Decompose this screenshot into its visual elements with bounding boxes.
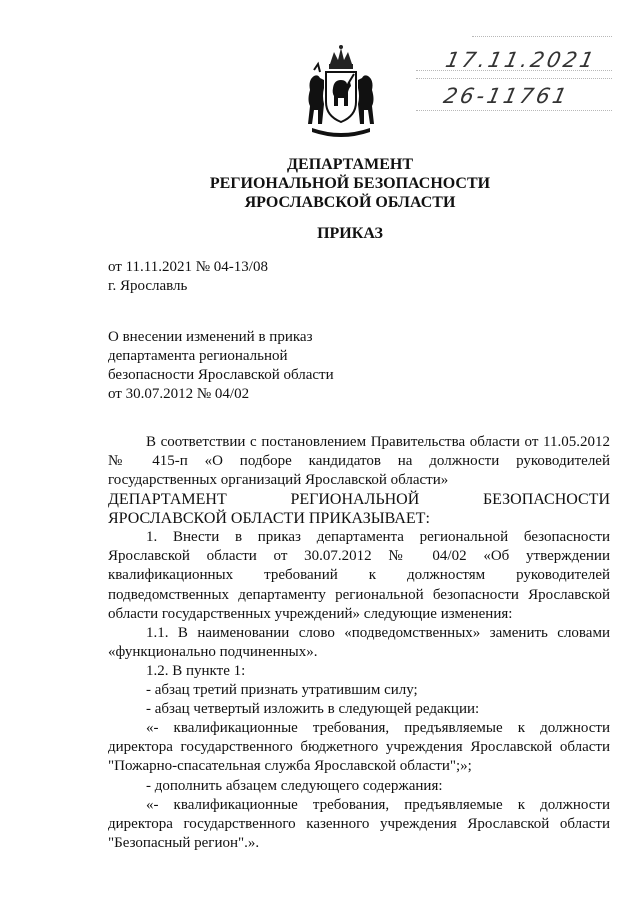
bullet-paragraph: - дополнить абзацем следующего содержания: [146, 777, 443, 794]
subject-line: от 30.07.2012 № 04/02 [108, 386, 250, 402]
document-type-title: ПРИКАЗ [317, 225, 383, 242]
subject-line: безопасности Ярославской области [108, 367, 334, 383]
order-meta [108, 258, 268, 296]
quoted-paragraph: «- квалификационные требования, предъявляемые к должности директора государственного бюджетного учреждения Ярославской области "Пожарно-спасательная служба Ярославской области";»; [108, 720, 610, 775]
department-line-2: РЕГИОНАЛЬНОЙ БЕЗОПАСНОСТИ [209, 175, 491, 192]
coat-of-arms-emblem [304, 44, 378, 140]
department-line-3: ЯРОСЛАВСКОЙ ОБЛАСТИ [244, 194, 456, 211]
quoted-paragraph: «- квалификационные требования, предъявляемые к должности директора государственного казенного учреждения Ярославской области "Безопасный регион".». [108, 796, 610, 851]
bullet-paragraph: - абзац четвертый изложить в следующей редакции: [146, 701, 480, 718]
order-date-number: от 11.11.2021 № 04-13/08 [108, 259, 268, 275]
item-1-2-paragraph: 1.2. В пункте 1: [146, 662, 246, 679]
registration-stamp [402, 22, 622, 122]
department-line-1: ДЕПАРТАМЕНТ [287, 156, 413, 173]
preamble-paragraph: В соответствии с постановлением Правительства области от 11.05.2012 № 415-п «О подборе кандидатов на должности руководителей государственных организаций Ярославской области» [108, 434, 610, 489]
order-body [108, 433, 610, 853]
item-1-paragraph: 1. Внести в приказ департамента региональной безопасности Ярославской области от 30.07.2012 № 04/02 «Об утверждении квалификационных требований к должностям руководителей подведомственных департаменту региональной безопасности Ярославской области государственных учреждений» следующие изменения: [108, 529, 610, 622]
bullet-paragraph: - абзац третий признать утратившим силу; [146, 682, 418, 699]
subject-line: О внесении изменений в приказ [108, 329, 313, 345]
department-heading [150, 155, 550, 212]
registration-date-handwritten: 17.11.2021 [443, 48, 599, 72]
registration-number-handwritten: 26-11761 [441, 84, 572, 108]
order-city: г. Ярославль [108, 278, 188, 294]
order-subject [108, 328, 428, 404]
item-1-1-paragraph: 1.1. В наименовании слово «подведомственных» заменить словами «функционально подчиненных». [108, 624, 610, 660]
orders-paragraph: ДЕПАРТАМЕНТ РЕГИОНАЛЬНОЙ БЕЗОПАСНОСТИ ЯРОСЛАВСКОЙ ОБЛАСТИ ПРИКАЗЫВАЕТ: [108, 491, 610, 528]
subject-line: департамента региональной [108, 348, 288, 364]
